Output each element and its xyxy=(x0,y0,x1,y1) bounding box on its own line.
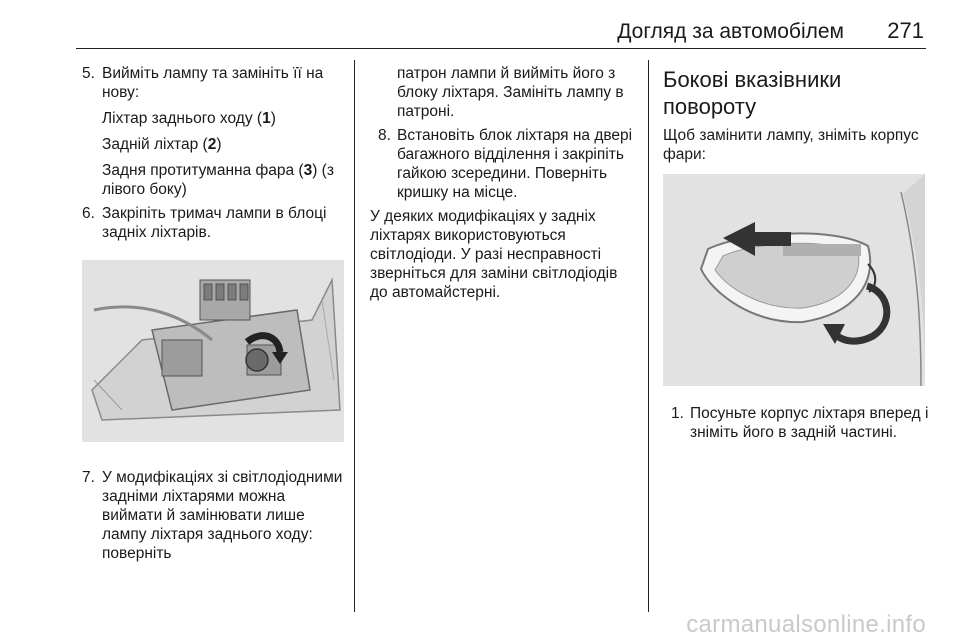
step-number: 7. xyxy=(82,469,95,486)
column-2 xyxy=(370,64,638,302)
step-1 xyxy=(663,404,931,442)
lamp-fog: Задня протитуманна фара (3) (з лівого боку) xyxy=(102,162,334,198)
page-title: Догляд за автомобілем xyxy=(617,20,844,43)
section-intro: Щоб замінити лампу, зніміть корпус фари: xyxy=(663,127,919,163)
step-number: 1. xyxy=(671,405,684,422)
page-number: 271 xyxy=(887,18,924,43)
lamp-tail: Задній ліхтар (2) xyxy=(102,136,222,153)
step-number: 5. xyxy=(82,65,95,82)
column-divider-left xyxy=(354,60,355,612)
led-note: У деяких модифікаціях у задніх ліхтарях використовуються світлодіоди. У разі несправності зверніться для заміни світлодіодів до автомайстерні. xyxy=(370,208,618,301)
side-indicator-drawing xyxy=(663,174,925,386)
page-header xyxy=(76,14,926,49)
column-3 xyxy=(663,66,931,442)
tail-light-illustration xyxy=(82,260,344,442)
section-heading: Бокові вказівники повороту xyxy=(663,67,842,119)
watermark: carmanualsonline.info xyxy=(686,611,926,638)
step-text: Закріпіть тримач лампи в блоці задніх ліхтарів. xyxy=(102,205,327,241)
step-text: Вийміть лампу та замініть її на нову: xyxy=(102,65,324,101)
tail-light-drawing xyxy=(82,260,344,442)
step-text: У модифікаціях зі світлодіодними задніми ліхтарями можна виймати й замінювати лише лампу ліхтаря заднього ходу: поверніть xyxy=(102,469,343,562)
step-5 xyxy=(82,64,344,102)
lamp-list xyxy=(82,109,344,199)
step-text: Встановіть блок ліхтаря на двері багажного відділення і закріпіть гайкою зсередини. Поверніть кришку на місце. xyxy=(397,127,633,201)
step-number: 8. xyxy=(378,127,391,144)
lamp-reverse: Ліхтар заднього ходу (1) xyxy=(102,110,276,127)
step-7-continuation: патрон лампи й вийміть його з блоку ліхтаря. Замініть лампу в патроні. xyxy=(397,65,624,120)
side-indicator-illustration xyxy=(663,174,925,386)
step-8 xyxy=(370,126,638,202)
column-divider-right xyxy=(648,60,649,612)
step-7 xyxy=(82,468,344,563)
step-6 xyxy=(82,204,344,242)
column-1 xyxy=(82,64,344,563)
step-text: Посуньте корпус ліхтаря вперед і зніміть його в задній частині. xyxy=(690,405,929,441)
step-number: 6. xyxy=(82,205,95,222)
